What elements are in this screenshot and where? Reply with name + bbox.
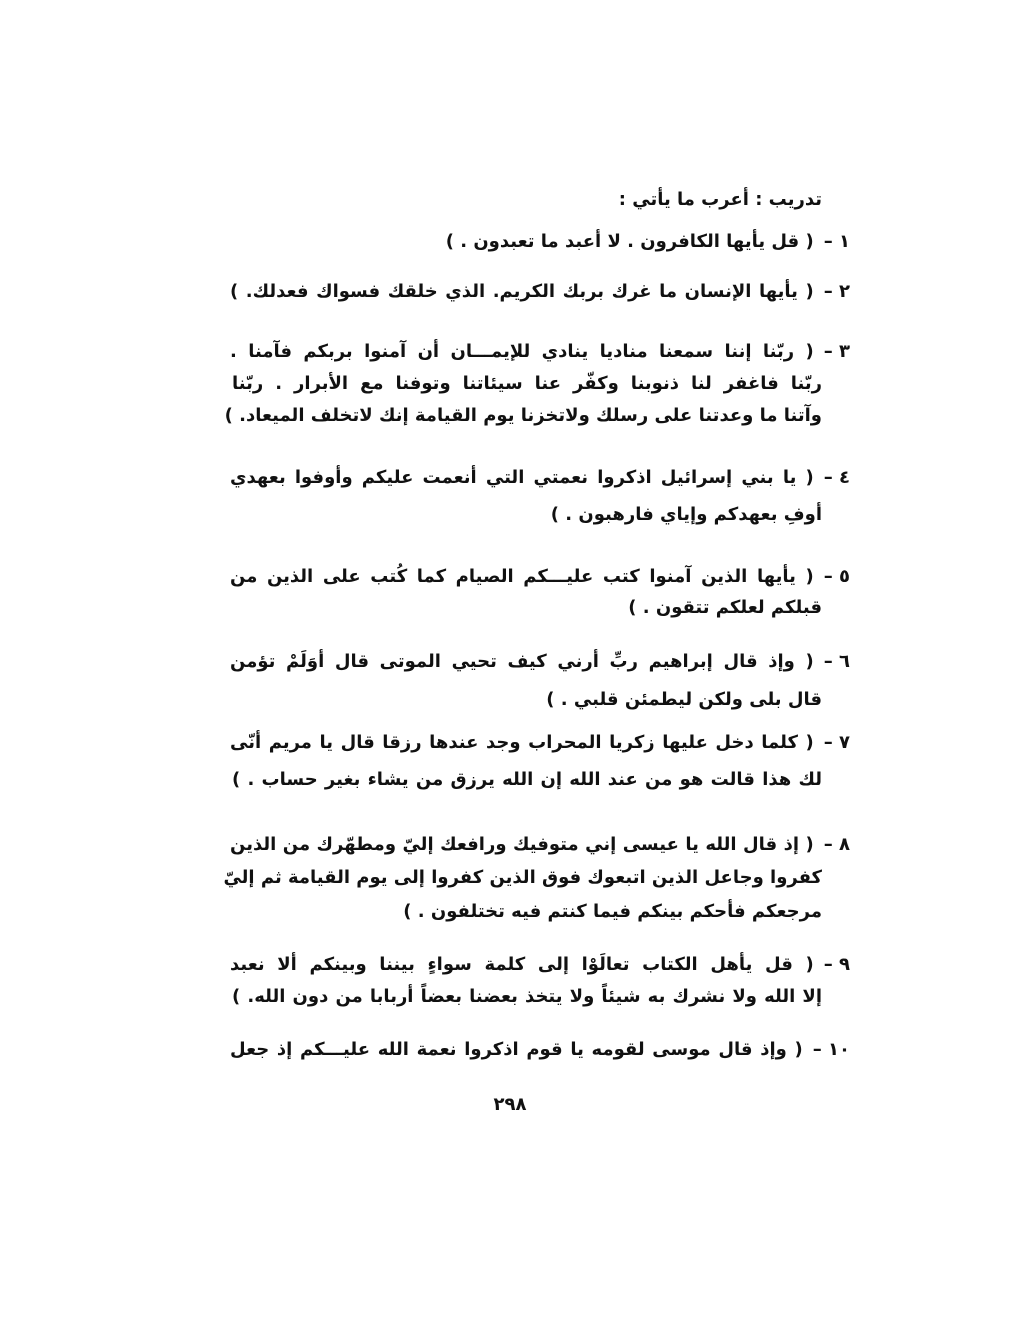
item-line: قبلكم لعلكم تتقون . ) [628, 597, 822, 618]
item-number: ١٠ – [812, 1039, 850, 1060]
item-line: ( يا بني إسرائيل اذكروا نعمتي التي أنعمت عليكم وأوفوا بعهدي [230, 467, 814, 488]
item-line: ( كلما دخل عليها زكريا المحراب وجد عندها رزقا قال يا مريم أنّى [230, 732, 814, 753]
exercise-item-4 [230, 464, 850, 492]
exercise-item-2 [230, 278, 850, 306]
item-number: ٢ – [823, 281, 850, 302]
item-number: ٧ – [823, 732, 850, 753]
item-line: ( قل يأيها الكافرون . لا أعبد ما تعبدون . ) [445, 231, 814, 252]
item-line: ( قل يأهل الكتاب تعالَوْا إلى كلمة سواءٍ بيننا وبينكم ألا نعبد [230, 954, 814, 975]
item-number: ٣ – [823, 341, 850, 362]
item-line: ( يأيها الذين آمنوا كتب عليـــكم الصيام كما كُتب على الذين من [230, 566, 814, 587]
exercise-item-1 [230, 228, 850, 256]
item-line: أوفِ بعهدكم وإياي فارهبون . ) [550, 504, 822, 525]
exercise-title: تدريب : أعرب ما يأتي : [618, 189, 822, 210]
exercise-item-5 [230, 563, 850, 591]
exercise-item-9 [230, 951, 850, 979]
exercise-item-6 [230, 648, 850, 676]
item-line: قال بلى ولكن ليطمئن قلبي . ) [546, 689, 822, 710]
item-line: وآتنا ما وعدتنا على رسلك ولاتخزنا يوم القيامة إنك لاتخلف الميعاد. ) [224, 405, 822, 426]
item-line: إلا الله ولا نشرك به شيئاً ولا يتخذ بعضنا بعضاً أربابا من دون الله. ) [232, 986, 822, 1007]
item-line: ( ربّنا إننا سمعنا مناديا ينادي للإيمـــان أن آمنوا بربكم فآمنا . [230, 341, 814, 362]
item-number: ١ – [823, 231, 850, 252]
page-number: ٢٩٨ [493, 1094, 527, 1115]
item-line: كفروا وجاعل الذين اتبعوك فوق الذين كفروا إلى يوم القيامة ثم إليّ [223, 867, 822, 888]
item-number: ٦ – [823, 651, 850, 672]
item-number: ٥ – [823, 566, 850, 587]
item-number: ٨ – [823, 834, 850, 855]
item-line: مرجعكم فأحكم بينكم فيما كنتم فيه تختلفون . ) [403, 901, 822, 922]
item-line: ربّنا فاغفر لنا ذنوبنا وكفّر عنا سيئاتنا وتوفنا مع الأبرار . ربّنا [232, 373, 822, 394]
item-line: لك هذا قالت هو من عند الله إن الله يرزق من يشاء بغير حساب . ) [232, 769, 822, 790]
exercise-item-7 [230, 729, 850, 757]
exercise-item-10 [230, 1036, 850, 1064]
item-line: ( وإذ قال موسى لقومه يا قوم اذكروا نعمة الله عليـــكم إذ جعل [230, 1039, 803, 1060]
item-line: ( وإذ قال إبراهيم ربِّ أرني كيف تحيي الموتى قال أوَلَمْ تؤمن [230, 651, 814, 672]
exercise-item-3 [230, 338, 850, 366]
item-line: ( إذ قال الله يا عيسى إني متوفيك ورافعك إليّ ومطهّرك من الذين [230, 834, 814, 855]
exercise-item-8 [230, 831, 850, 859]
item-number: ٤ – [823, 467, 850, 488]
item-number: ٩ – [823, 954, 850, 975]
item-line: ( يأيها الإنسان ما غرك بربك الكريم. الذي خلقك فسواك فعدلك. ) [230, 281, 814, 302]
